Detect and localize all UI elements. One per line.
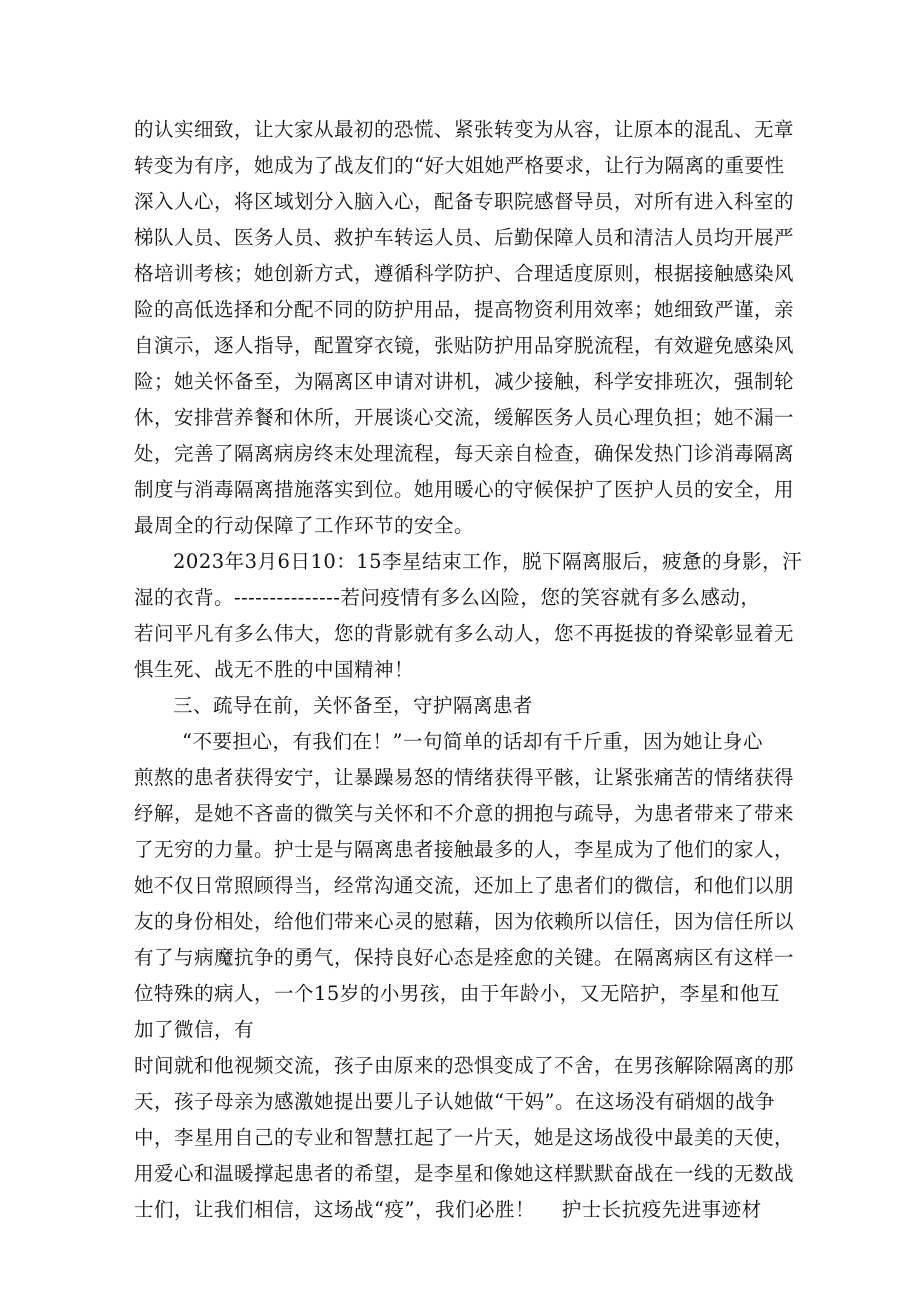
text-line: 湿的衣背。---------------若问疫情有多么凶险，您的笑容就有多么感动， (134, 586, 761, 609)
text-line: 中，李星用自己的专业和智慧扛起了一片天，她是这场战役中最美的天使， (134, 1126, 795, 1149)
text-line: 加了微信，有 (134, 1018, 255, 1041)
text-line: 休，安排营养餐和休所，开展谈心交流，缓解医务人员心理负担；她不漏一 (134, 406, 795, 429)
text-line: 有了与病魔抗争的勇气，保持良好心态是痊愈的关键。在隔离病区有这样一 (134, 946, 795, 969)
text-line: 制度与消毒隔离措施落实到位。她用暖心的守候保护了医护人员的安全，用 (134, 478, 795, 501)
text-line: 她不仅日常照顾得当，经常沟通交流，还加上了患者们的微信，和他们以朋 (134, 874, 795, 897)
text-line: 2023年3月6日10：15李星结束工作，脱下隔离服后，疲惫的身影，汗 (173, 550, 803, 573)
text-line: 惧生死、战无不胜的中国精神！ (134, 658, 415, 681)
text-line: 格培训考核；她创新方式，遵循科学防护、合理适度原则，根据接触感染风 (134, 262, 795, 285)
text-line: 的认实细致，让大家从最初的恐慌、紧张转变为从容，让原本的混乱、无章 (134, 118, 795, 141)
text-line: 险；她关怀备至，为隔离区申请对讲机，减少接触，科学安排班次，强制轮 (134, 370, 795, 393)
text-line: 转变为有序，她成为了战友们的“好大姐她严格要求，让行为隔离的重要性 (134, 154, 785, 177)
paragraph-care-details (134, 112, 795, 544)
paragraph-conclusion (134, 1048, 795, 1228)
text-line: 最周全的行动保障了工作环节的安全。 (134, 514, 475, 537)
paragraph-end-of-shift (134, 544, 803, 688)
text-line: 位特殊的病人，一个15岁的小男孩，由于年龄小，又无陪护，李星和他互 (134, 982, 780, 1005)
text-line: “不要担心，有我们在！”一句简单的话却有千斤重，因为她让身心 (182, 730, 763, 753)
text-line: 梯队人员、医务人员、救护车转运人员、后勤保障人员和清洁人员均开展严 (134, 226, 795, 249)
text-line: 处，完善了隔离病房终末处理流程，每天亲自检查，确保发热门诊消毒隔离 (134, 442, 795, 465)
document-body (134, 112, 803, 1228)
text-line: 险的高低选择和分配不同的防护用品，提高物资利用效率；她细致严谨，亲 (134, 298, 795, 321)
text-line: 煎熬的患者获得安宁，让暴躁易怒的情绪获得平骸，让紧张痛苦的情绪获得 (134, 766, 795, 789)
text-line: 了无穷的力量。护士是与隔离患者接触最多的人，李星成为了他们的家人， (134, 838, 795, 861)
text-line: 自演示，逐人指导，配置穿衣镜，张贴防护用品穿脱流程，有效避免感染风 (134, 334, 795, 357)
text-line: 若问平凡有多么伟大，您的背影就有多么动人，您不再挺拔的脊梁彰显着无 (134, 622, 795, 645)
text-line: 士们，让我们相信，这场战“疫”，我们必胜！ 护士长抗疫先进事迹材 (134, 1198, 762, 1221)
text-line: 纾解，是她不吝啬的微笑与关怀和不介意的拥抱与疏导，为患者带来了带来 (134, 802, 795, 825)
text-line: 深入人心，将区域划分入脑入心，配备专职院感督导员，对所有进入科室的 (134, 190, 795, 213)
text-line: 友的身份相处，给他们带来心灵的慰藉，因为依赖所以信任，因为信任所以 (134, 910, 795, 933)
paragraph-patient-care (134, 724, 795, 1048)
text-line: 用爱心和温暖撑起患者的希望，是李星和像她这样默默奋战在一线的无数战 (134, 1162, 795, 1185)
text-line: 时间就和他视频交流，孩子由原来的恐惧变成了不舍，在男孩解除隔离的那 (134, 1054, 795, 1077)
text-line: 天，孩子母亲为感激她提出要儿子认她做“干妈”。在这场没有硝烟的战争 (134, 1090, 775, 1113)
section-heading: 三、疏导在前，关怀备至，守护隔离患者 (173, 694, 534, 717)
